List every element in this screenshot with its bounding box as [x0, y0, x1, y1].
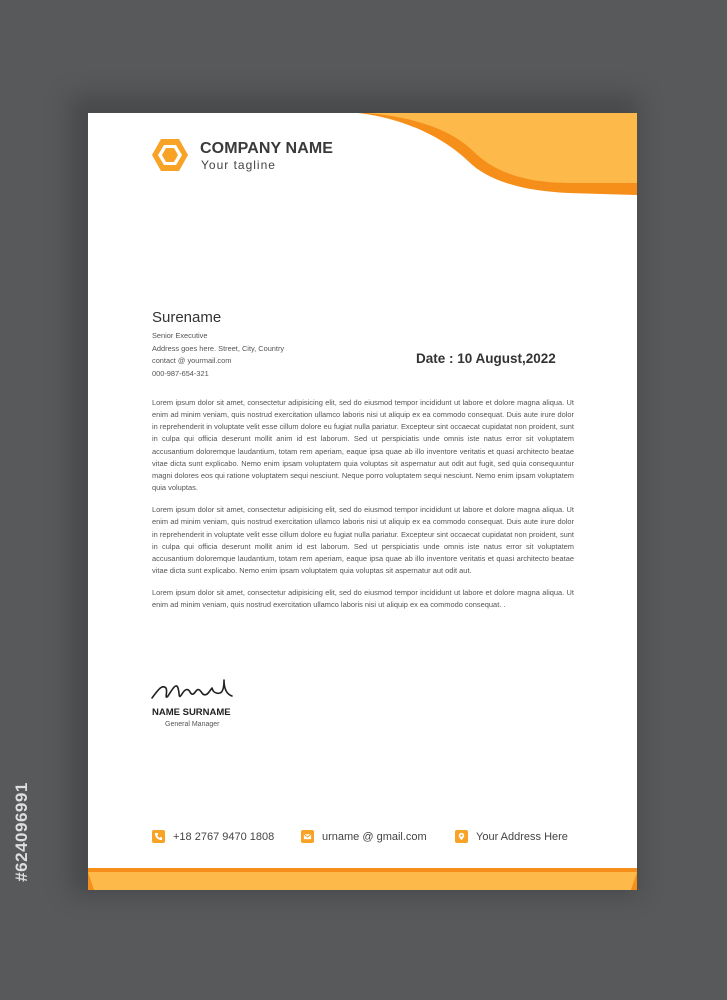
phone-icon	[152, 830, 165, 843]
sender-address: Address goes here. Street, City, Country	[152, 343, 285, 353]
letterhead-page	[88, 113, 637, 890]
sender-title: Senior Executive	[152, 331, 208, 340]
email-icon	[301, 830, 314, 843]
body-paragraph: Lorem ipsum dolor sit amet, consectetur adipisicing elit, sed do eiusmod tempor incididunt ut labore et dolore magna aliqua. Ut enim ad minim veniam, quis nostrud exercitation ullamco laboris nisi ut aliquip ex ea commodo consequat. .	[152, 588, 574, 610]
company-tagline: Your tagline	[201, 158, 276, 172]
footer-email	[301, 830, 427, 843]
letter-date: Date : 10 August,2022	[416, 351, 556, 366]
letter-body	[152, 397, 574, 622]
handwritten-signature	[150, 676, 234, 706]
hexagon-logo-icon	[150, 135, 190, 175]
signatory-title: General Manager	[165, 721, 220, 728]
sender-email: contact @ yourmail.com	[152, 356, 232, 365]
body-paragraph: Lorem ipsum dolor sit amet, consectetur adipisicing elit, sed do eiusmod tempor incididunt ut labore et dolore magna aliqua. Ut enim ad minim veniam, quis nostrud exercitation ullamco laboris nisi ut aliquip ex ea commodo consequat. Duis aute irure dolor in reprehenderit in voluptate velit esse cillum dolore eu fugiat nulla pariatur. Excepteur sint occaecat cupidatat non proident, sunt in culpa qui officia deserunt mollit anim id est laborum. Sed ut perspiciatis unde omnis iste natus error sit voluptatem accusantium doloremque laudantium, totam rem aperiam, eaque ipsa quae ab illo inventore veritatis et quasi architecto beatae vitae dicta sunt explicabo. Nemo enim ipsam voluptatem quia voluptas sit aspernatur aut odit aut fugit, sed quia consequuntur magni dolores eos qui ratione voluptatem sequi nesciunt. Neque porro voluptatem sequi nesciunt. Nemo enim ipsam voluptatem quia voluptas.	[152, 398, 574, 493]
stock-image-id	[2, 762, 42, 902]
footer-phone-text: +18 2767 9470 1808	[173, 830, 275, 843]
location-pin-icon	[455, 830, 468, 843]
sender-block	[152, 309, 284, 380]
sender-name: Surename	[152, 309, 222, 326]
body-paragraph: Lorem ipsum dolor sit amet, consectetur adipisicing elit, sed do eiusmod tempor incididunt ut labore et dolore magna aliqua. Ut enim ad minim veniam, quis nostrud exercitation ullamco laboris nisi ut aliquip ex ea commodo consequat. Duis aute irure dolor in reprehenderit in voluptate velit esse cillum dolore eu fugiat nulla pariatur. Excepteur sint occaecat cupidatat non proident, sunt in culpa qui officia deserunt mollit anim id est laborum. Sed ut perspiciatis unde omnis iste natus error sit voluptatem accusantium doloremque laudantium, totam rem aperiam, eaque ipsa quae ab illo inventore veritatis et quasi architecto beatae vitae dicta sunt explicabo. Nemo enim ipsam voluptatem quia voluptas sit aspernatur aut odit aut.	[152, 505, 574, 576]
footer-email-text: urname @ gmail.com	[322, 830, 427, 843]
company-name: COMPANY NAME	[200, 140, 334, 157]
sender-phone: 000-987-654-321	[152, 368, 209, 378]
signatory-name: NAME SURNAME	[152, 707, 231, 718]
footer-address	[455, 830, 568, 843]
footer-address-text: Your Address Here	[476, 830, 568, 843]
stock-image-id-text: #624096991	[12, 782, 32, 882]
header-swoosh-shape	[358, 113, 637, 203]
footer-phone	[152, 830, 274, 843]
footer-band-shape	[88, 860, 637, 890]
